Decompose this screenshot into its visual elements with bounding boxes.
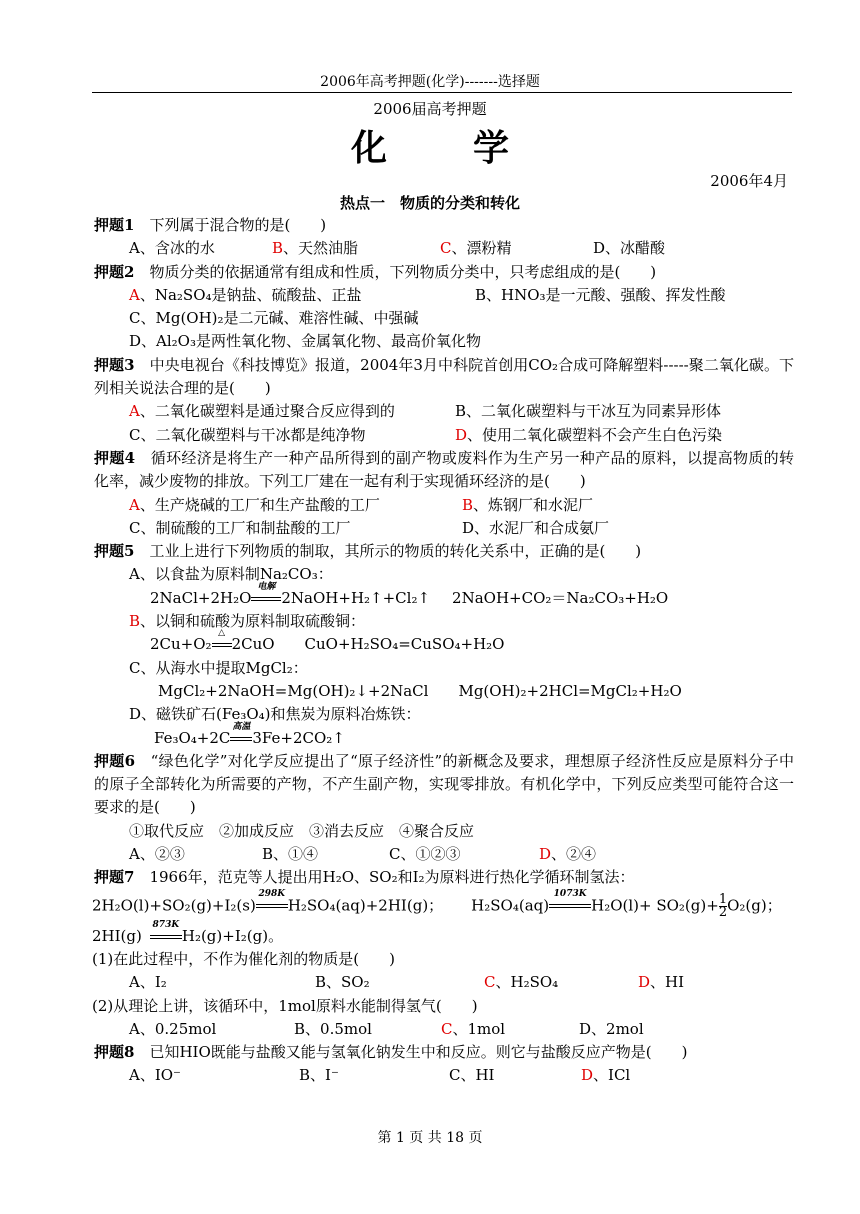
question-text: 下列属于混合物的是( ) bbox=[149, 216, 327, 234]
option-c: C、HI bbox=[449, 1066, 495, 1085]
option-a: A、生产烧碱的工厂和生产盐酸的工厂 bbox=[129, 495, 380, 514]
option-a: A、IO⁻ bbox=[129, 1066, 181, 1085]
question-text: 工业上进行下列物质的制取，其所示的物质的转化关系中，正确的是( ) bbox=[149, 542, 642, 561]
question-label: 押题7 bbox=[94, 868, 135, 887]
running-header: 2006年高考押题(化学)-------选择题 bbox=[320, 74, 540, 90]
document-date: 2006年4月 bbox=[710, 172, 788, 190]
question-6-options bbox=[94, 843, 794, 866]
option-c: C、漂粉精 bbox=[440, 239, 512, 258]
equation-d: Fe₃O₄+2C 高温 3Fe+2CO₂↑ bbox=[94, 727, 794, 750]
option-d: D、Al₂O₃是两性氧化物、金属氧化物、最高价氧化物 bbox=[129, 332, 481, 351]
question-1-options bbox=[94, 237, 794, 260]
condition-high-temp: 高温 bbox=[230, 727, 252, 750]
option-d: D、水泥厂和合成氨厂 bbox=[462, 518, 610, 537]
option-a: A、Na₂SO₄是钠盐、硫酸盐、正盐 bbox=[129, 285, 362, 304]
option-c: C、制硫酸的工厂和制盐酸的工厂 bbox=[129, 518, 351, 537]
question-label: 押题8 bbox=[94, 1043, 135, 1062]
option-d: D、使用二氧化碳塑料不会产生白色污染 bbox=[455, 425, 723, 444]
option-c: C、二氧化碳塑料与干冰都是纯净物 bbox=[129, 425, 366, 444]
option-a: A、以食盐为原料制Na₂CO₃： bbox=[129, 565, 333, 584]
subquestion-2-options bbox=[94, 1018, 794, 1041]
equation-c: MgCl₂+2NaOH=Mg(OH)₂↓+2NaCl Mg(OH)₂+2HCl=MgCl₂+H₂O bbox=[158, 681, 682, 700]
condition-298k: 298K bbox=[256, 894, 288, 917]
document-title: 化学 bbox=[350, 127, 595, 169]
question-label: 押题2 bbox=[94, 262, 135, 281]
option-b: B、0.5mol bbox=[294, 1019, 372, 1038]
question-4-options-ab bbox=[94, 494, 794, 517]
option-b: B、天然油脂 bbox=[272, 239, 359, 258]
question-text: 1966年，范克等人提出用H₂O、SO₂和I₂为原料进行热化学循环制氢法： bbox=[149, 868, 635, 887]
question-6 bbox=[94, 750, 794, 820]
option-b: B、①④ bbox=[262, 845, 319, 864]
subquestion-1-options bbox=[94, 971, 794, 994]
question-5 bbox=[94, 540, 794, 563]
question-text: “绿色化学”对化学反应提出了“原子经济性”的新概念及要求，理想原子经济性反应是原料分子中的原子全部转化为所需要的产物，不产生副产物，实现零排放。有机化学中，下列反应类型可能符合这一要求的是( ) bbox=[94, 751, 794, 817]
condition-electrolysis: 电解 bbox=[251, 587, 281, 610]
question-3 bbox=[94, 354, 794, 401]
option-d: D、冰醋酸 bbox=[593, 239, 666, 258]
option-a: A、含冰的水 bbox=[129, 239, 215, 258]
condition-heat: △ bbox=[212, 633, 232, 656]
question-3-options-ab bbox=[94, 400, 794, 423]
page-footer: 第 1 页 共 18 页 bbox=[377, 1130, 483, 1146]
condition-1073k: 1073K bbox=[549, 894, 591, 917]
question-label: 押题5 bbox=[94, 542, 135, 561]
question-text: 循环经济是将生产一种产品所得到的副产物或废料作为生产另一种产品的原料，以提高物质的转化率，减少废物的排放。下列工厂建在一起有利于实现循环经济的是( ) bbox=[94, 448, 794, 491]
question-6-items: ①取代反应 ②加成反应 ③消去反应 ④聚合反应 bbox=[129, 821, 475, 840]
option-d: D、②④ bbox=[539, 845, 597, 864]
option-b: B、SO₂ bbox=[315, 973, 370, 992]
option-c: C、Mg(OH)₂是二元碱、难溶性碱、中强碱 bbox=[129, 309, 419, 328]
subquestion-2: (2)从理论上讲，该循环中，1mol原料水能制得氢气( ) bbox=[92, 996, 478, 1015]
option-b: B、I⁻ bbox=[299, 1066, 339, 1085]
equation-7b: 2HI(g) 873K H₂(g)+I₂(g)。 bbox=[92, 919, 794, 948]
option-d: D、2mol bbox=[579, 1019, 644, 1038]
option-b: B、HNO₃是一元酸、强酸、挥发性酸 bbox=[475, 285, 726, 304]
equation-b: 2Cu+O₂ △ 2CuO CuO+H₂SO₄=CuSO₄+H₂O bbox=[94, 633, 794, 656]
header-rule bbox=[92, 92, 792, 93]
question-label: 押题4 bbox=[94, 448, 136, 467]
question-label: 押题1 bbox=[94, 216, 135, 234]
option-b: B、炼钢厂和水泥厂 bbox=[462, 495, 594, 514]
question-8 bbox=[94, 1041, 794, 1064]
question-label: 押题3 bbox=[94, 355, 135, 374]
subquestion-1: (1)在此过程中，不作为催化剂的物质是( ) bbox=[92, 949, 395, 968]
option-c: C、1mol bbox=[441, 1019, 506, 1038]
document-subtitle: 2006届高考押题 bbox=[373, 100, 487, 118]
question-text: 物质分类的依据通常有组成和性质，下列物质分类中，只考虑组成的是( ) bbox=[149, 262, 657, 281]
question-3-options-cd bbox=[94, 424, 794, 447]
option-a: A、0.25mol bbox=[129, 1019, 217, 1038]
question-2-options-ab bbox=[94, 284, 794, 307]
question-label: 押题6 bbox=[94, 751, 136, 770]
question-4 bbox=[94, 447, 794, 494]
fraction-one-half: $\frac{1}{2}$ bbox=[718, 891, 728, 920]
question-text: 中央电视台《科技博览》报道，2004年3月中科院首创用CO₂合成可降解塑料-----聚二氧化碳。下列相关说法合理的是( ) bbox=[94, 355, 795, 398]
option-b: B、二氧化碳塑料与干冰互为同素异形体 bbox=[455, 402, 722, 421]
option-d: D、HI bbox=[638, 973, 685, 992]
option-d: D、ICl bbox=[581, 1066, 631, 1085]
question-2 bbox=[94, 261, 794, 284]
option-d: D、磁铁矿石(Fe₃O₄)和焦炭为原料冶炼铁： bbox=[129, 705, 421, 724]
equations-7a: 2H₂O(l)+SO₂(g)+I₂(s) 298K H₂SO₄(aq)+2HI(g)； H₂SO₄(aq) 1073K H₂O(l)+ SO₂(g)+ $\frac{1}{2}$ O₂(g)； bbox=[92, 889, 782, 920]
option-b: B、以铜和硫酸为原料制取硫酸铜： bbox=[129, 612, 366, 631]
question-4-options-cd bbox=[94, 517, 794, 540]
option-a: A、二氧化碳塑料是通过聚合反应得到的 bbox=[129, 402, 395, 421]
option-c: C、①②③ bbox=[389, 845, 461, 864]
option-a: A、②③ bbox=[129, 845, 185, 864]
question-7 bbox=[94, 866, 794, 889]
section-heading: 热点一 物质的分类和转化 bbox=[339, 194, 520, 212]
question-8-options bbox=[94, 1064, 794, 1087]
option-c: C、从海水中提取MgCl₂： bbox=[129, 658, 308, 677]
condition-873k: 873K bbox=[150, 925, 182, 948]
option-a: A、I₂ bbox=[129, 973, 167, 992]
equation-a: 2NaCl+2H₂O 电解 2NaOH+H₂↑+Cl₂↑ 2NaOH+CO₂＝Na₂CO₃+H₂O bbox=[94, 587, 794, 610]
question-text: 已知HIO既能与盐酸又能与氢氧化钠发生中和反应。则它与盐酸反应产物是( ) bbox=[149, 1043, 688, 1062]
question-1 bbox=[94, 214, 794, 237]
questions-body bbox=[94, 214, 794, 1088]
option-c: C、H₂SO₄ bbox=[484, 973, 559, 992]
